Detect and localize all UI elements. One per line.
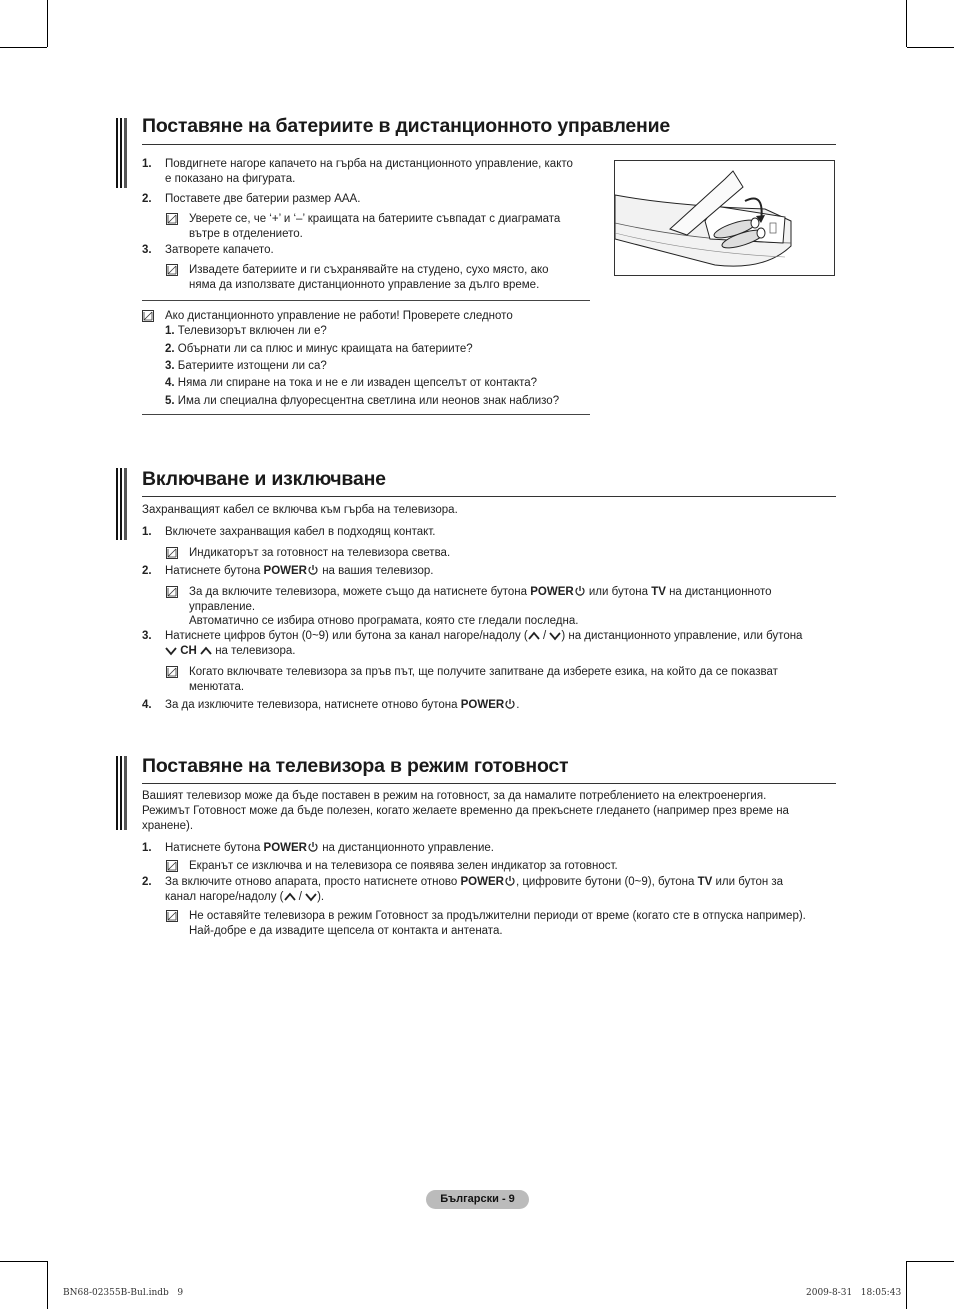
step-number: 1.	[142, 158, 152, 170]
note-text: менютата.	[189, 681, 245, 693]
chevron-up-icon	[200, 646, 212, 656]
note-text: Екранът се изключва и на телевизора се появява зелен индикатор за готовност.	[189, 860, 618, 872]
step-text: е показано на фигурата.	[165, 173, 296, 185]
divider	[142, 300, 590, 301]
section-title-standby: Поставяне на телевизора в режим готовност	[142, 755, 569, 777]
note-text: Извадете батериите и ги съхранявайте на студено, сухо място, ако	[189, 264, 549, 276]
note-text: Най-добре е да извадите щепсела от контакта и антената.	[189, 925, 503, 937]
step-number: 3.	[142, 244, 152, 256]
note-text: Не оставяйте телевизора в режим Готовност за продължителни периоди от време (когато сте в отпуска например).	[189, 910, 806, 922]
note-icon	[166, 666, 178, 678]
step-text: За да изключите телевизора, натиснете отново бутона POWER .	[165, 699, 520, 711]
file-info: BN68-02355B-Bul.indb 9	[63, 1288, 184, 1298]
step-text: За включите отново апарата, просто натиснете отново POWER , цифровите бутони (0~9), бутона TV или бутон за	[165, 876, 784, 888]
step-text: Повдигнете нагоре капачето на гърба на дистанционното управление, както	[165, 158, 573, 170]
page-number-badge	[426, 1190, 529, 1209]
crop-mark-tl-v	[47, 0, 48, 47]
section-title-power: Включване и изключване	[142, 468, 386, 490]
intro-text: Вашият телевизор може да бъде поставен в режим на готовност, за да намалите потреблението на електроенергия.	[142, 790, 767, 802]
power-icon	[504, 698, 516, 710]
section-rule	[142, 783, 836, 784]
print-datetime: 2009-8-31 18:05:43	[806, 1288, 902, 1298]
check-intro: Ако дистанционното управление не работи! Проверете следното	[165, 310, 513, 322]
note-icon	[166, 586, 178, 598]
crop-mark-tl-h	[0, 47, 47, 48]
note-text: Уверете се, че ‘+’ и ‘–’ краищата на батериите съвпадат с диаграмата	[189, 213, 561, 225]
step-number: 2.	[142, 876, 152, 888]
section-bar	[116, 756, 130, 830]
section-rule	[142, 144, 836, 145]
step-number: 2.	[142, 565, 152, 577]
section-title-batteries: Поставяне на батериите в дистанционното управление	[142, 115, 671, 137]
note-text: Индикаторът за готовност на телевизора светва.	[189, 547, 451, 559]
check-item: 4. Няма ли спиране на тока и не е ли изваден щепселът от контакта?	[165, 377, 538, 389]
step-text: Поставете две батерии размер AAA.	[165, 193, 361, 205]
check-item: 1. Телевизорът включен ли е?	[165, 325, 327, 337]
chevron-down-icon	[305, 892, 317, 902]
step-number: 2.	[142, 193, 152, 205]
note-icon	[166, 910, 178, 922]
step-number: 4.	[142, 699, 152, 711]
chevron-up-icon	[528, 631, 540, 641]
check-item: 3. Батериите изтощени ли са?	[165, 360, 327, 372]
page-number-label: Български - 9	[440, 1193, 515, 1205]
power-icon	[307, 564, 319, 576]
note-text: Автоматично се избира отново програмата, която сте гледали последна.	[189, 615, 579, 627]
intro-text: Захранващият кабел се включва към гърба на телевизора.	[142, 504, 458, 516]
note-text: Когато включвате телевизора за пръв път, ще получите запитване да изберете езика, на който да се показват	[189, 666, 778, 678]
note-text: вътре в отделението.	[189, 228, 303, 240]
crop-mark-tr-v	[906, 0, 907, 47]
step-text: канал нагоре/надолу ( / ).	[165, 891, 325, 903]
chevron-down-icon	[165, 646, 177, 656]
divider	[142, 414, 590, 415]
step-number: 1.	[142, 526, 152, 538]
chevron-down-icon	[549, 631, 561, 641]
intro-text: Режимът Готовност може да бъде полезен, когато желаете временно да прекъснете гледането (например през време на	[142, 805, 789, 817]
note-text: За да включите телевизора, можете също да натиснете бутона POWER или бутона TV на дистанционното	[189, 586, 772, 598]
step-text: Натиснете бутона POWER на вашия телевизор.	[165, 565, 434, 577]
power-icon	[307, 841, 319, 853]
power-icon	[574, 585, 586, 597]
step-text: Натиснете бутона POWER на дистанционното управление.	[165, 842, 494, 854]
note-text: управление.	[189, 601, 256, 613]
step-text: CH на телевизора.	[165, 644, 295, 659]
section-rule	[142, 496, 836, 497]
note-icon	[166, 213, 178, 225]
crop-mark-br-h	[907, 1261, 954, 1262]
note-icon	[142, 310, 154, 322]
step-number: 1.	[142, 842, 152, 854]
crop-mark-tr-h	[907, 47, 954, 48]
power-icon	[504, 875, 516, 887]
intro-text: хранене).	[142, 820, 194, 832]
step-text: Затворете капачето.	[165, 244, 274, 256]
crop-mark-br-v	[906, 1261, 907, 1309]
chevron-up-icon	[284, 892, 296, 902]
step-number: 3.	[142, 630, 152, 642]
step-text: Натиснете цифров бутон (0~9) или бутона за канал нагоре/надолу ( / ) на дистанционното управление, или бутона	[165, 630, 803, 642]
note-text: няма да използвате дистанционното управление за дълго време.	[189, 279, 540, 291]
check-item: 2. Обърнати ли са плюс и минус краищата на батериите?	[165, 343, 473, 355]
note-icon	[166, 860, 178, 872]
section-bar	[116, 468, 130, 540]
note-icon	[166, 264, 178, 276]
check-item: 5. Има ли специална флуоресцентна светлина или неонов знак наблизо?	[165, 395, 560, 407]
note-icon	[166, 547, 178, 559]
crop-mark-bl-h	[0, 1261, 47, 1262]
remote-battery-illustration	[614, 160, 835, 276]
step-text: Включете захранващия кабел в подходящ контакт.	[165, 526, 436, 538]
crop-mark-bl-v	[47, 1261, 48, 1309]
section-bar	[116, 118, 130, 188]
